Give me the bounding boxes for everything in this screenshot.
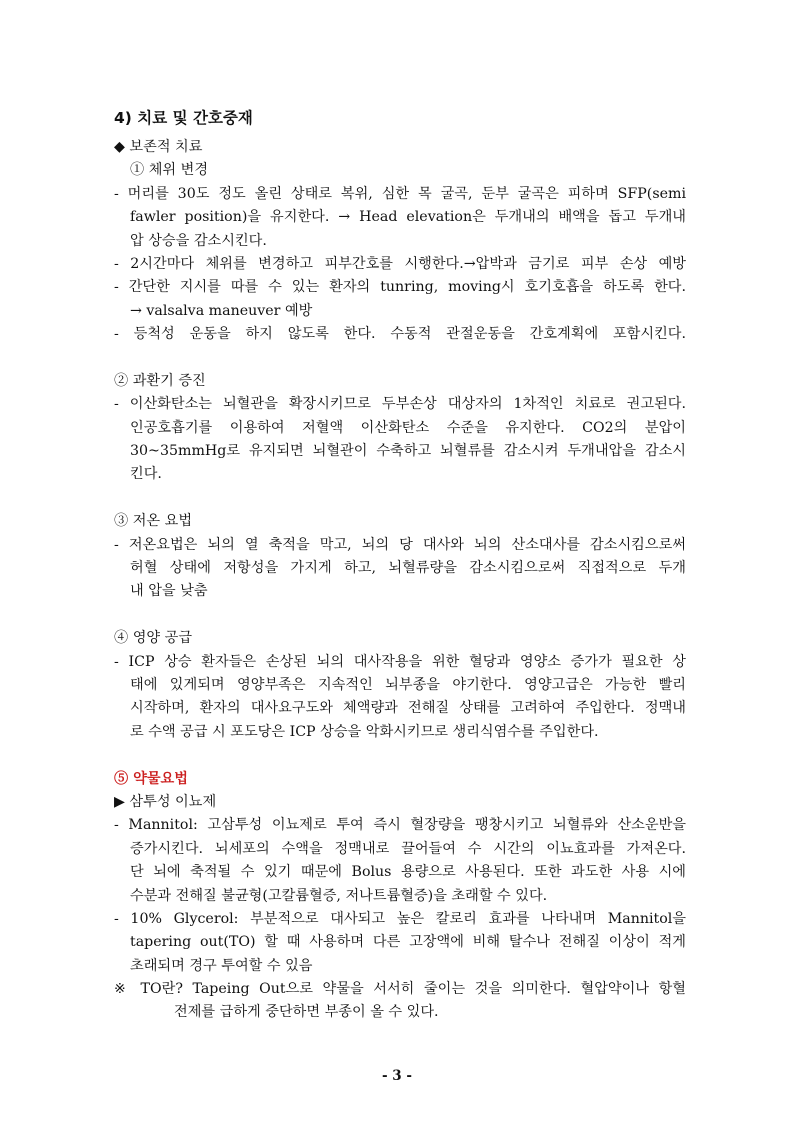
paragraph-line: - 이산화탄소는 뇌혈관을 확장시키므로 두부손상 대상자의 1차적인 치료로 권고된다. bbox=[114, 396, 686, 413]
paragraph-line: fawler position)을 유지한다. → Head elevation은 두개내의 배액을 돕고 두개내 bbox=[130, 209, 686, 226]
paragraph-line: 압 상승을 감소시킨다. bbox=[130, 232, 267, 249]
paragraph-line: - 저온요법은 뇌의 열 축적을 막고, 뇌의 당 대사와 뇌의 산소대사를 감소시킴으로써 bbox=[114, 536, 686, 553]
paragraph-line: - 2시간마다 체위를 변경하고 피부간호를 시행한다.→압박과 금기로 피부 손상 예방 bbox=[114, 255, 686, 272]
document-body bbox=[114, 106, 686, 1025]
paragraph-line: 시작하며, 환자의 대사요구도와 체액량과 전해질 상태를 고려하여 주입한다. 정맥내 bbox=[130, 700, 686, 717]
paragraph-line: 킨다. bbox=[130, 466, 162, 483]
note-line: 전제를 급하게 중단하면 부종이 올 수 있다. bbox=[174, 1004, 439, 1021]
paragraph-line: → valsalva maneuver 예방 bbox=[130, 302, 313, 319]
page-number: - 3 - bbox=[382, 1068, 412, 1084]
paragraph-line: - 10% Glycerol: 부분적으로 대사되고 높은 칼로리 효과를 나타내며 Mannitol을 bbox=[114, 910, 686, 927]
paragraph-line: 초래되며 경구 투여할 수 있음 bbox=[130, 957, 313, 974]
paragraph-line: 로 수액 공급 시 포도당은 ICP 상승을 악화시키므로 생리식염수를 주입한다. bbox=[130, 723, 599, 740]
conservative-treatment-header: ◆ 보존적 치료 bbox=[114, 139, 203, 155]
paragraph-line: 증가시킨다. 뇌세포의 수액을 정맥내로 끌어들여 수 시간의 이뇨효과를 가져온다. bbox=[130, 840, 686, 857]
paragraph-line: 태에 있게되며 영양부족은 지속적인 뇌부종을 야기한다. 영양고급은 가능한 빨리 bbox=[130, 676, 686, 693]
paragraph-line: 30~35mmHg로 유지되면 뇌혈관이 수축하고 뇌혈류를 감소시켜 두개내압을 감소시 bbox=[130, 443, 686, 460]
note-line: ※ TO란? Tapeing Out으로 약물을 서서히 줄이는 것을 의미한다. 혈압약이나 항혈 bbox=[114, 981, 686, 998]
paragraph-line: - 머리를 30도 정도 올린 상태로 복위, 심한 목 굴곡, 둔부 굴곡은 피하며 SFP(semi bbox=[114, 185, 686, 202]
paragraph-line: 내 압을 낮춤 bbox=[130, 583, 208, 600]
hyperventilation-title: ② 과환기 증진 bbox=[114, 372, 206, 389]
hypothermia-title: ③ 저온 요법 bbox=[114, 513, 193, 530]
paragraph-line: - ICP 상승 환자들은 손상된 뇌의 대사작용을 위한 혈당과 영양소 증가가 필요한 상 bbox=[114, 653, 686, 670]
position-change-title: ① 체위 변경 bbox=[130, 162, 209, 179]
paragraph-line: 수분과 전해질 불균형(고칼륨혈증, 저나트륨혈증)을 초래할 수 있다. bbox=[130, 887, 548, 904]
paragraph-line: tapering out(TO) 할 때 사용하며 다른 고장액에 비해 탈수나 전해질 이상이 적게 bbox=[130, 934, 686, 951]
paragraph-line: - 간단한 지시를 따를 수 있는 환자의 tunring, moving시 호기호흡을 하도록 한다. bbox=[114, 279, 686, 296]
paragraph-line: - 등척성 운동을 하지 않도록 한다. 수동적 관절운동을 간호계획에 포함시킨다. bbox=[114, 326, 686, 343]
paragraph-line: - Mannitol: 고삼투성 이뇨제로 투여 즉시 혈장량을 팽창시키고 뇌혈류와 산소운반을 bbox=[114, 817, 686, 834]
paragraph-line: 허혈 상태에 저항성을 가지게 하고, 뇌혈류량을 감소시킴으로써 직접적으로 두개 bbox=[130, 560, 686, 577]
paragraph-line: 단 뇌에 축적될 수 있기 때문에 Bolus 용량으로 사용된다. 또한 과도한 사용 시에 bbox=[130, 864, 686, 881]
section-title: 4) 치료 및 간호중재 bbox=[114, 109, 253, 127]
paragraph-line: 인공호흡기를 이용하여 저혈액 이산화탄소 수준을 유지한다. CO2의 분압이 bbox=[130, 419, 686, 436]
nutrition-title: ④ 영양 공급 bbox=[114, 630, 193, 647]
osmotic-diuretic-subtitle: ▶ 삼투성 이뇨제 bbox=[114, 793, 217, 810]
drug-therapy-title: ⑤ 약물요법 bbox=[114, 770, 188, 787]
